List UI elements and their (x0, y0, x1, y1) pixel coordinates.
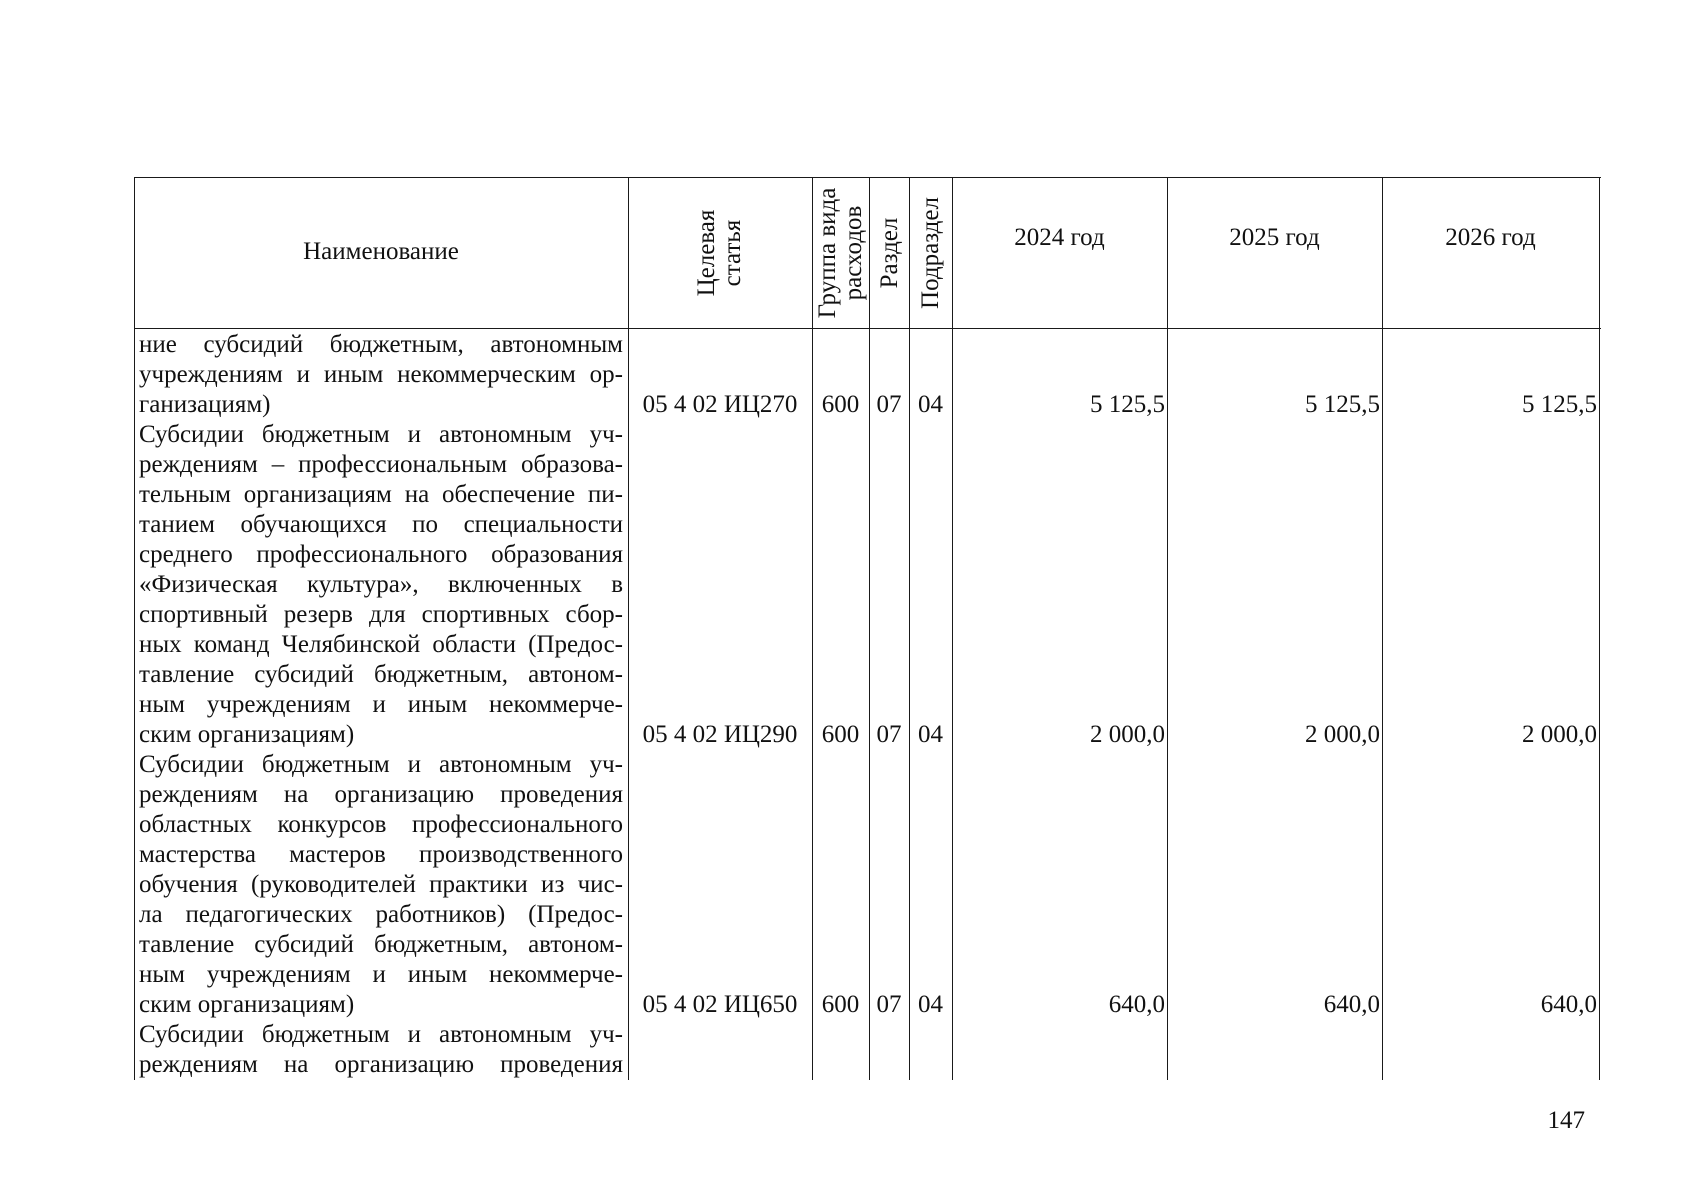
row-1-target-article: 05 4 02 ИЦ270 (642, 391, 798, 418)
column-divider-group (869, 177, 870, 1080)
column-divider-section (909, 177, 910, 1080)
column-divider-subsection (952, 177, 953, 1080)
name-line: тавление субсидий бюджетным, автоном- (139, 661, 623, 688)
name-line: ским организациям) (139, 721, 355, 748)
row-2-expense-group: 600 (821, 721, 860, 748)
header-expense-group-text: Группа вида расходов (814, 187, 867, 319)
name-line: спортивный резерв для спортивных сбор- (139, 601, 623, 628)
row-2-subsection: 04 (918, 721, 943, 748)
name-line: тельным организациям на обеспечение пи- (139, 481, 623, 508)
name-line: ным учреждениям и иным некоммерче- (139, 691, 623, 718)
name-line: ла педагогических работников) (Предос- (139, 901, 623, 928)
name-line: Субсидии бюджетным и автономным уч- (139, 421, 623, 448)
row-1-section: 07 (876, 391, 902, 418)
name-line: реждениям на организацию проведения (139, 781, 623, 808)
table-left-border (134, 177, 135, 1080)
row-3-target-article: 05 4 02 ИЦ650 (642, 991, 798, 1018)
name-line: обучения (руководителей практики из чис- (139, 871, 623, 898)
header-2024: 2024 год (1014, 224, 1105, 251)
name-line: «Физическая культура», включенных в (139, 571, 623, 598)
header-target-article-text: Целевая статья (693, 209, 746, 297)
name-line: Субсидии бюджетным и автономным уч- (139, 751, 623, 778)
row-1-2024: 5 125,5 (1090, 391, 1165, 418)
header-target-article (694, 178, 746, 328)
row-2-section: 07 (876, 721, 902, 748)
name-line: ние субсидий бюджетным, автономным (139, 331, 623, 358)
table-right-border (1599, 177, 1600, 1080)
name-line: Субсидии бюджетным и автономным уч- (139, 1021, 623, 1048)
row-3-expense-group: 600 (821, 991, 860, 1018)
header-2026: 2026 год (1445, 224, 1536, 251)
name-line: реждениям на организацию проведения (139, 1051, 623, 1078)
column-divider-2024 (1167, 177, 1168, 1080)
row-1-2025: 5 125,5 (1305, 391, 1380, 418)
name-line: мастерства мастеров производственного (139, 841, 623, 868)
row-1-subsection: 04 (918, 391, 943, 418)
header-expense-group (815, 179, 867, 327)
column-divider-target (812, 177, 813, 1080)
row-1-2026: 5 125,5 (1522, 391, 1597, 418)
row-3-2026: 640,0 (1540, 991, 1597, 1018)
row-1-expense-group: 600 (821, 391, 860, 418)
name-line: ных команд Челябинской области (Предос- (139, 631, 623, 658)
name-line: ским организациям) (139, 991, 355, 1018)
page-number: 147 (1547, 1107, 1585, 1134)
table-top-border (134, 177, 1601, 178)
name-line: среднего профессионального образования (139, 541, 623, 568)
row-2-2025: 2 000,0 (1305, 721, 1380, 748)
name-line: реждениям – профессиональным образова- (139, 451, 623, 478)
row-3-2025: 640,0 (1323, 991, 1380, 1018)
name-line: учреждениям и иным некоммерческим ор- (139, 361, 623, 388)
row-3-subsection: 04 (918, 991, 943, 1018)
header-name: Наименование (303, 238, 459, 265)
header-section: Раздел (876, 217, 903, 289)
row-2-target-article: 05 4 02 ИЦ290 (642, 721, 798, 748)
name-line: тавление субсидий бюджетным, автоном- (139, 931, 623, 958)
header-2025: 2025 год (1229, 224, 1320, 251)
name-line: областных конкурсов профессионального (139, 811, 623, 838)
row-2-2024: 2 000,0 (1090, 721, 1165, 748)
column-divider-name (628, 177, 629, 1080)
budget-table (134, 177, 1601, 1080)
row-3-section: 07 (876, 991, 902, 1018)
header-bottom-border (134, 328, 1601, 329)
name-line: ганизациям) (139, 391, 271, 418)
row-2-2026: 2 000,0 (1522, 721, 1597, 748)
column-divider-2025 (1382, 177, 1383, 1080)
name-line: ным учреждениям и иным некоммерче- (139, 961, 623, 988)
row-3-2024: 640,0 (1108, 991, 1165, 1018)
name-line: танием обучающихся по специальности (139, 511, 623, 538)
header-subsection: Подраздел (917, 197, 944, 309)
